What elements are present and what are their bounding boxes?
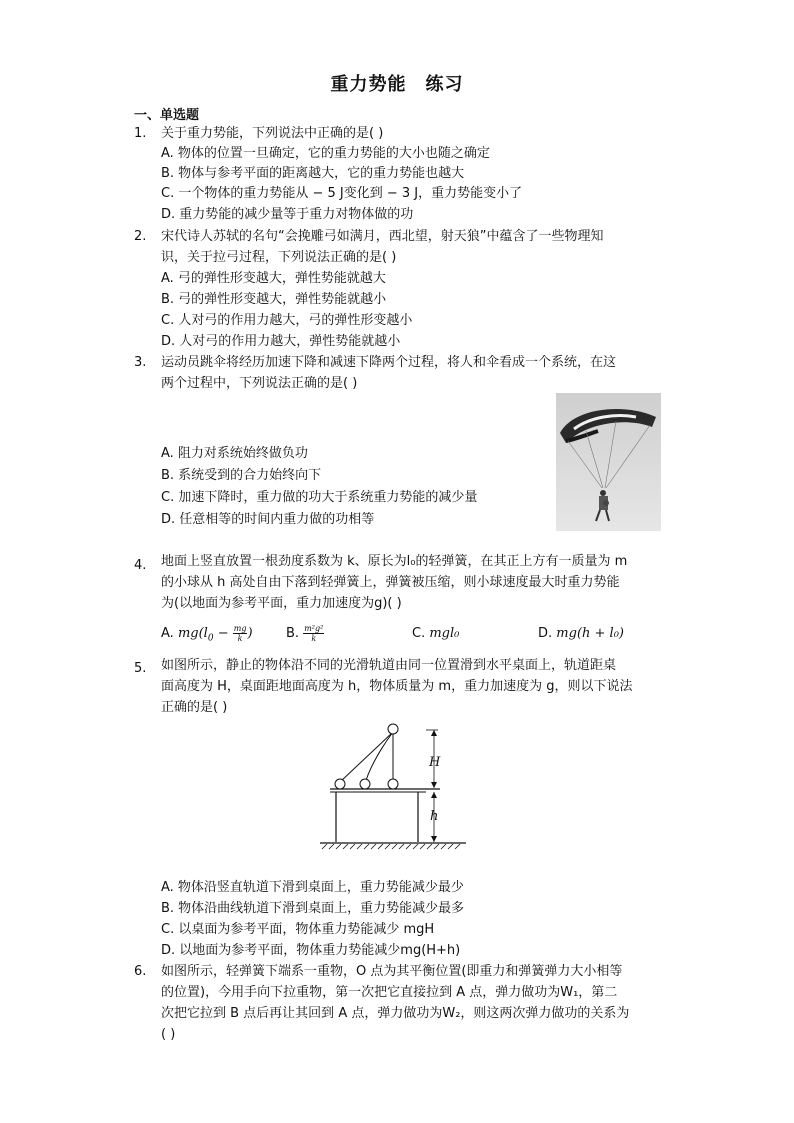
question-number: 1.: [134, 126, 147, 141]
parachute-photo: [556, 393, 661, 531]
question-stem: 如图所示，静止的物体沿不同的光滑轨道由同一位置滑到水平桌面上，轨道距桌: [161, 658, 617, 673]
page-title: 重力势能 练习: [330, 74, 464, 95]
question-stem: 地面上竖直放置一根劲度系数为 k、原长为l₀的轻弹簧，在其正上方有一质量为 m: [161, 554, 628, 569]
question-stem: 的位置)，今用手向下拉重物，第一次把它直接拉到 A 点，弹力做功为W₁，第二: [161, 985, 618, 1000]
question-number: 2.: [134, 229, 147, 244]
question-stem: 面高度为 H，桌面距地面高度为 h，物体质量为 m，重力加速度为 g，则以下说法: [161, 679, 633, 694]
option-c: C. 加速下降时，重力做的功大于系统重力势能的减少量: [161, 490, 478, 505]
question-stem: ( ): [161, 1027, 176, 1042]
question-number: 6.: [134, 964, 147, 979]
question-number: 4.: [134, 558, 147, 573]
option-a-formula: $mg(l_0$ − $\frac{mg}{k}$ ): [177, 624, 253, 644]
option-d: D. 重力势能的减少量等于重力对物体做的功: [161, 207, 414, 222]
option-b-label: B.: [286, 626, 300, 641]
question-stem: 识，关于拉弓过程，下列说法正确的是( ): [161, 250, 397, 265]
option-c-label: C.: [412, 626, 426, 641]
option-a: [161, 624, 253, 649]
option-c: C. 以桌面为参考平面，物体重力势能减少 mgH: [161, 922, 435, 937]
option-a: A. 阻力对系统始终做负功: [161, 446, 308, 461]
question-stem: 正确的是( ): [161, 700, 228, 715]
question-stem: 运动员跳伞将经历加速下降和减速下降两个过程，将人和伞看成一个系统，在这: [161, 355, 617, 370]
height-H-label: H: [429, 755, 441, 770]
option-c: C. 人对弓的作用力越大，弓的弹性形变越小: [161, 313, 413, 328]
question-stem: 次把它拉到 B 点后再让其回到 A 点，弹力做功为W₂，则这两次弹力做功的关系为: [161, 1006, 630, 1021]
option-a: A. 物体的位置一旦确定，它的重力势能的大小也随之确定: [161, 146, 490, 161]
option-b: B. 物体沿曲线轨道下滑到桌面上，重力势能减少最多: [161, 901, 465, 916]
option-b: [286, 624, 324, 644]
option-a: A. 物体沿竖直轨道下滑到桌面上，重力势能减少最少: [161, 880, 464, 895]
option-d: D. 人对弓的作用力越大，弹性势能就越小: [161, 334, 401, 349]
option-c: [412, 624, 459, 644]
track-diagram: [318, 722, 468, 852]
question-number: 5.: [134, 661, 147, 676]
question-stem: 宋代诗人苏轼的名句“会挽雕弓如满月，西北望，射天狼”中蕴含了一些物理知: [161, 229, 604, 244]
question-stem: 为(以地面为参考平面，重力加速度为g)( ): [161, 596, 402, 611]
option-b: B. 系统受到的合力始终向下: [161, 468, 322, 483]
option-b: B. 弓的弹性形变越大，弹性势能就越小: [161, 292, 387, 307]
option-d-label: D.: [538, 626, 553, 641]
option-a-label: A.: [161, 626, 174, 641]
option-c-formula: mgl₀: [429, 626, 460, 641]
question-stem: 两个过程中，下列说法正确的是( ): [161, 376, 358, 391]
option-d: [538, 624, 624, 644]
option-b: B. 物体与参考平面的距离越大，它的重力势能也越大: [161, 166, 465, 181]
question-stem: 关于重力势能，下列说法中正确的是( ): [161, 126, 384, 141]
option-a: A. 弓的弹性形变越大，弹性势能就越大: [161, 271, 386, 286]
height-h-label: h: [430, 809, 439, 824]
option-c: C. 一个物体的重力势能从 − 5 J变化到 − 3 J，重力势能变小了: [161, 186, 523, 201]
option-d-formula: mg(h + l₀): [556, 626, 624, 641]
section-heading: 一、单选题: [134, 108, 200, 123]
question-number: 3.: [134, 355, 147, 370]
question-stem: 如图所示，轻弹簧下端系一重物，O 点为其平衡位置(即重力和弹簧弹力大小相等: [161, 964, 623, 979]
question-stem: 的小球从 h 高处自由下落到轻弹簧上，弹簧被压缩，则小球速度最大时重力势能: [161, 575, 620, 590]
option-d: D. 任意相等的时间内重力做的功相等: [161, 512, 375, 527]
option-d: D. 以地面为参考平面，物体重力势能减少mg(H+h): [161, 943, 461, 958]
option-b-formula: $\frac{\text{m²g²}}{k}$: [304, 624, 324, 643]
